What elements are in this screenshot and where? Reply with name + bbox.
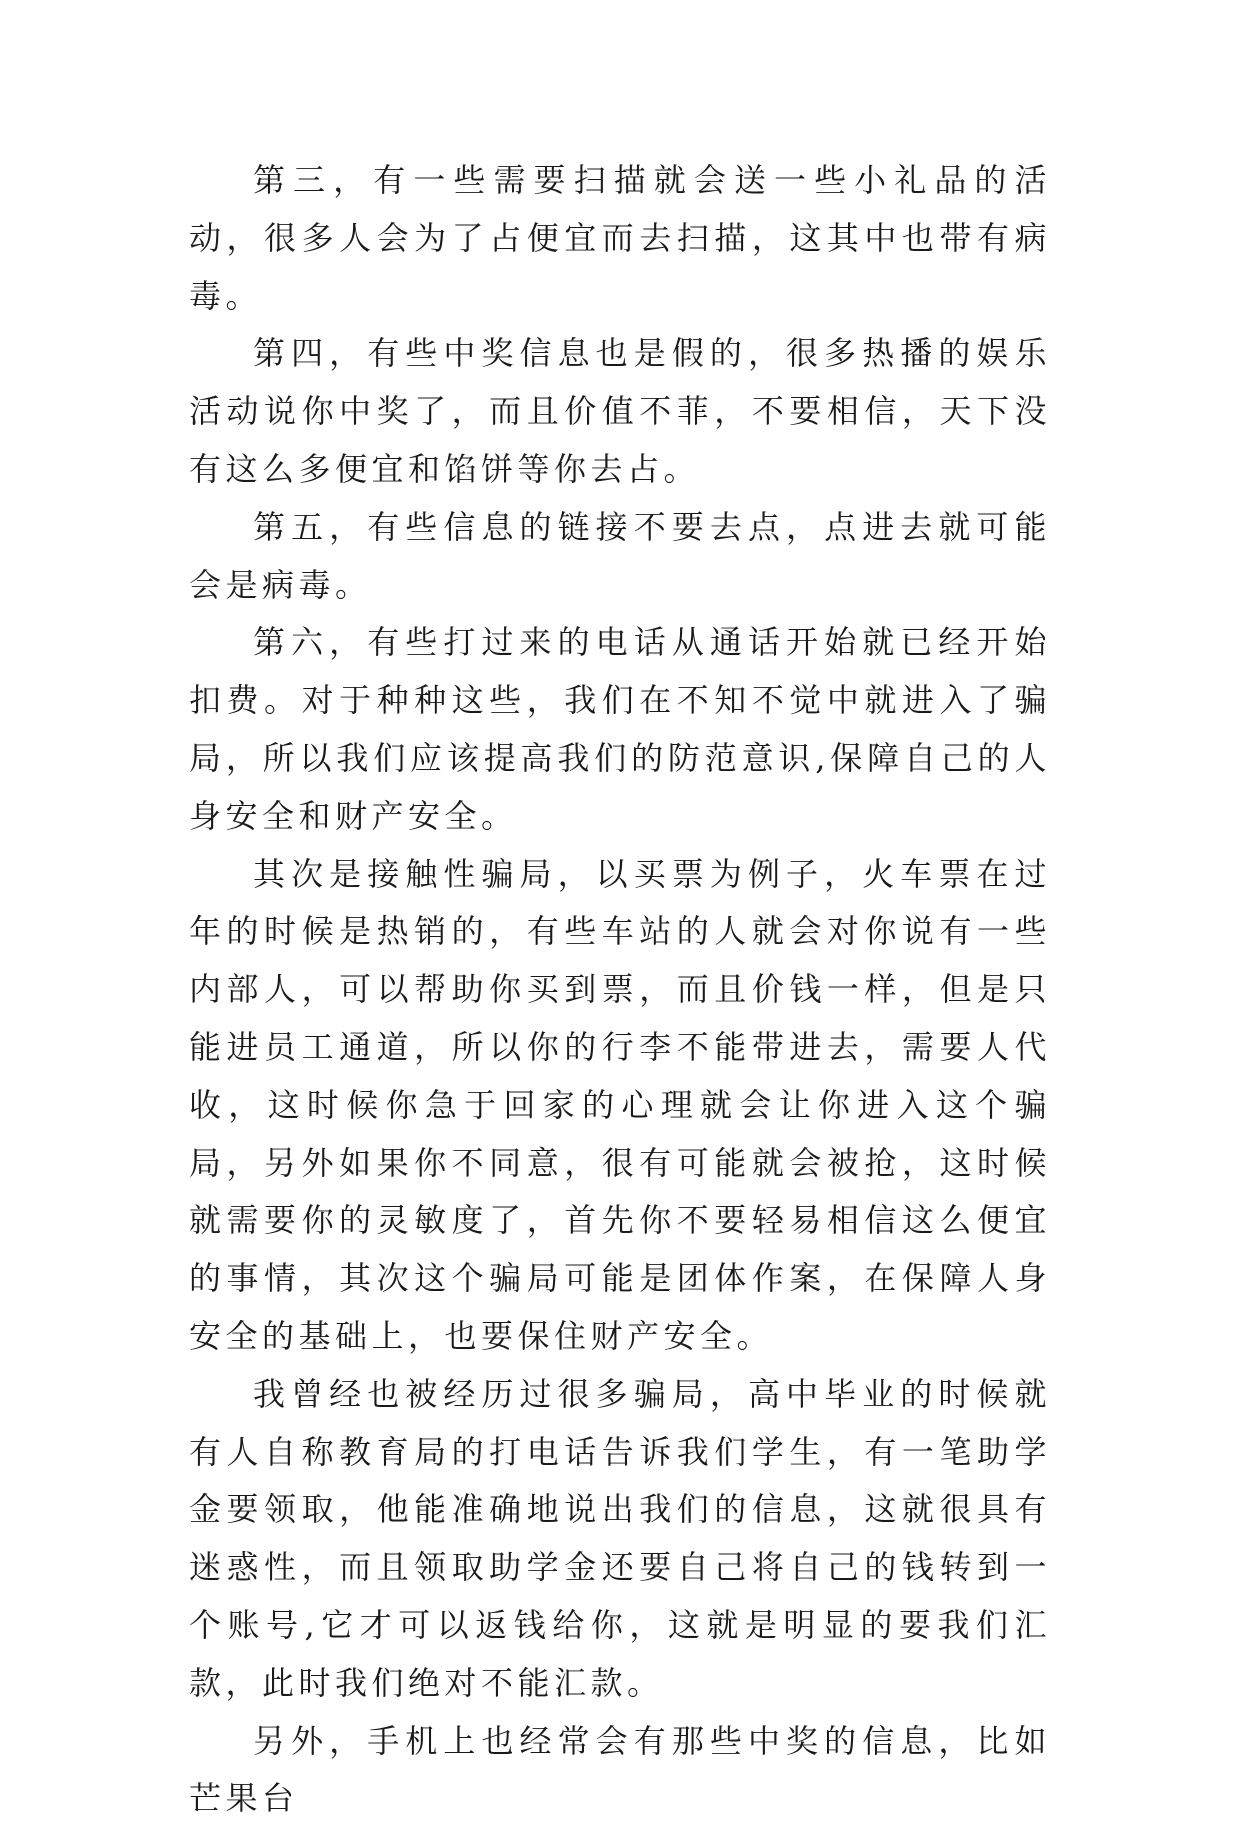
paragraph-item: 其次是接触性骗局，以买票为例子，火车票在过年的时候是热销的，有些车站的人就会对你说有一些内部人，可以帮助你买到票，而且价钱一样，但是只能进员工通道，所以你的行李不能带进去，需要人代收，这时候你急于回家的心理就会让你进入这个骗局，另外如果你不同意，很有可能就会被抢，这时候就需要你的灵敏度了，首先你不要轻易相信这么便宜的事情，其次这个骗局可能是团体作案，在保障人身安全的基础上，也要保住财产安全。	[189, 854, 1051, 1355]
paragraph-item: 我曾经也被经历过很多骗局，高中毕业的时候就有人自称教育局的打电话告诉我们学生，有一笔助学金要领取，他能准确地说出我们的信息，这就很具有迷惑性，而且领取助学金还要自己将自己的钱转到一个账号,它才可以返钱给你，这就是明显的要我们汇款，此时我们绝对不能汇款。	[189, 1374, 1051, 1702]
paragraph-item: 第三，有一些需要扫描就会送一些小礼品的活动，很多人会为了占便宜而去扫描，这其中也带有病毒。	[189, 161, 1051, 315]
paragraph-item: 第五，有些信息的链接不要去点，点进去就可能会是病毒。	[189, 507, 1051, 604]
document-body	[189, 152, 1051, 1828]
paragraph-item: 第四，有些中奖信息也是假的，很多热播的娱乐活动说你中奖了，而且价值不菲，不要相信，天下没有这么多便宜和馅饼等你去占。	[189, 334, 1051, 488]
paragraph-item: 第六，有些打过来的电话从通话开始就已经开始扣费。对于种种这些，我们在不知不觉中就进入了骗局，所以我们应该提高我们的防范意识,保障自己的人身安全和财产安全。	[189, 623, 1051, 835]
paragraph-item: 另外，手机上也经常会有那些中奖的信息，比如芒果台	[189, 1721, 1051, 1818]
